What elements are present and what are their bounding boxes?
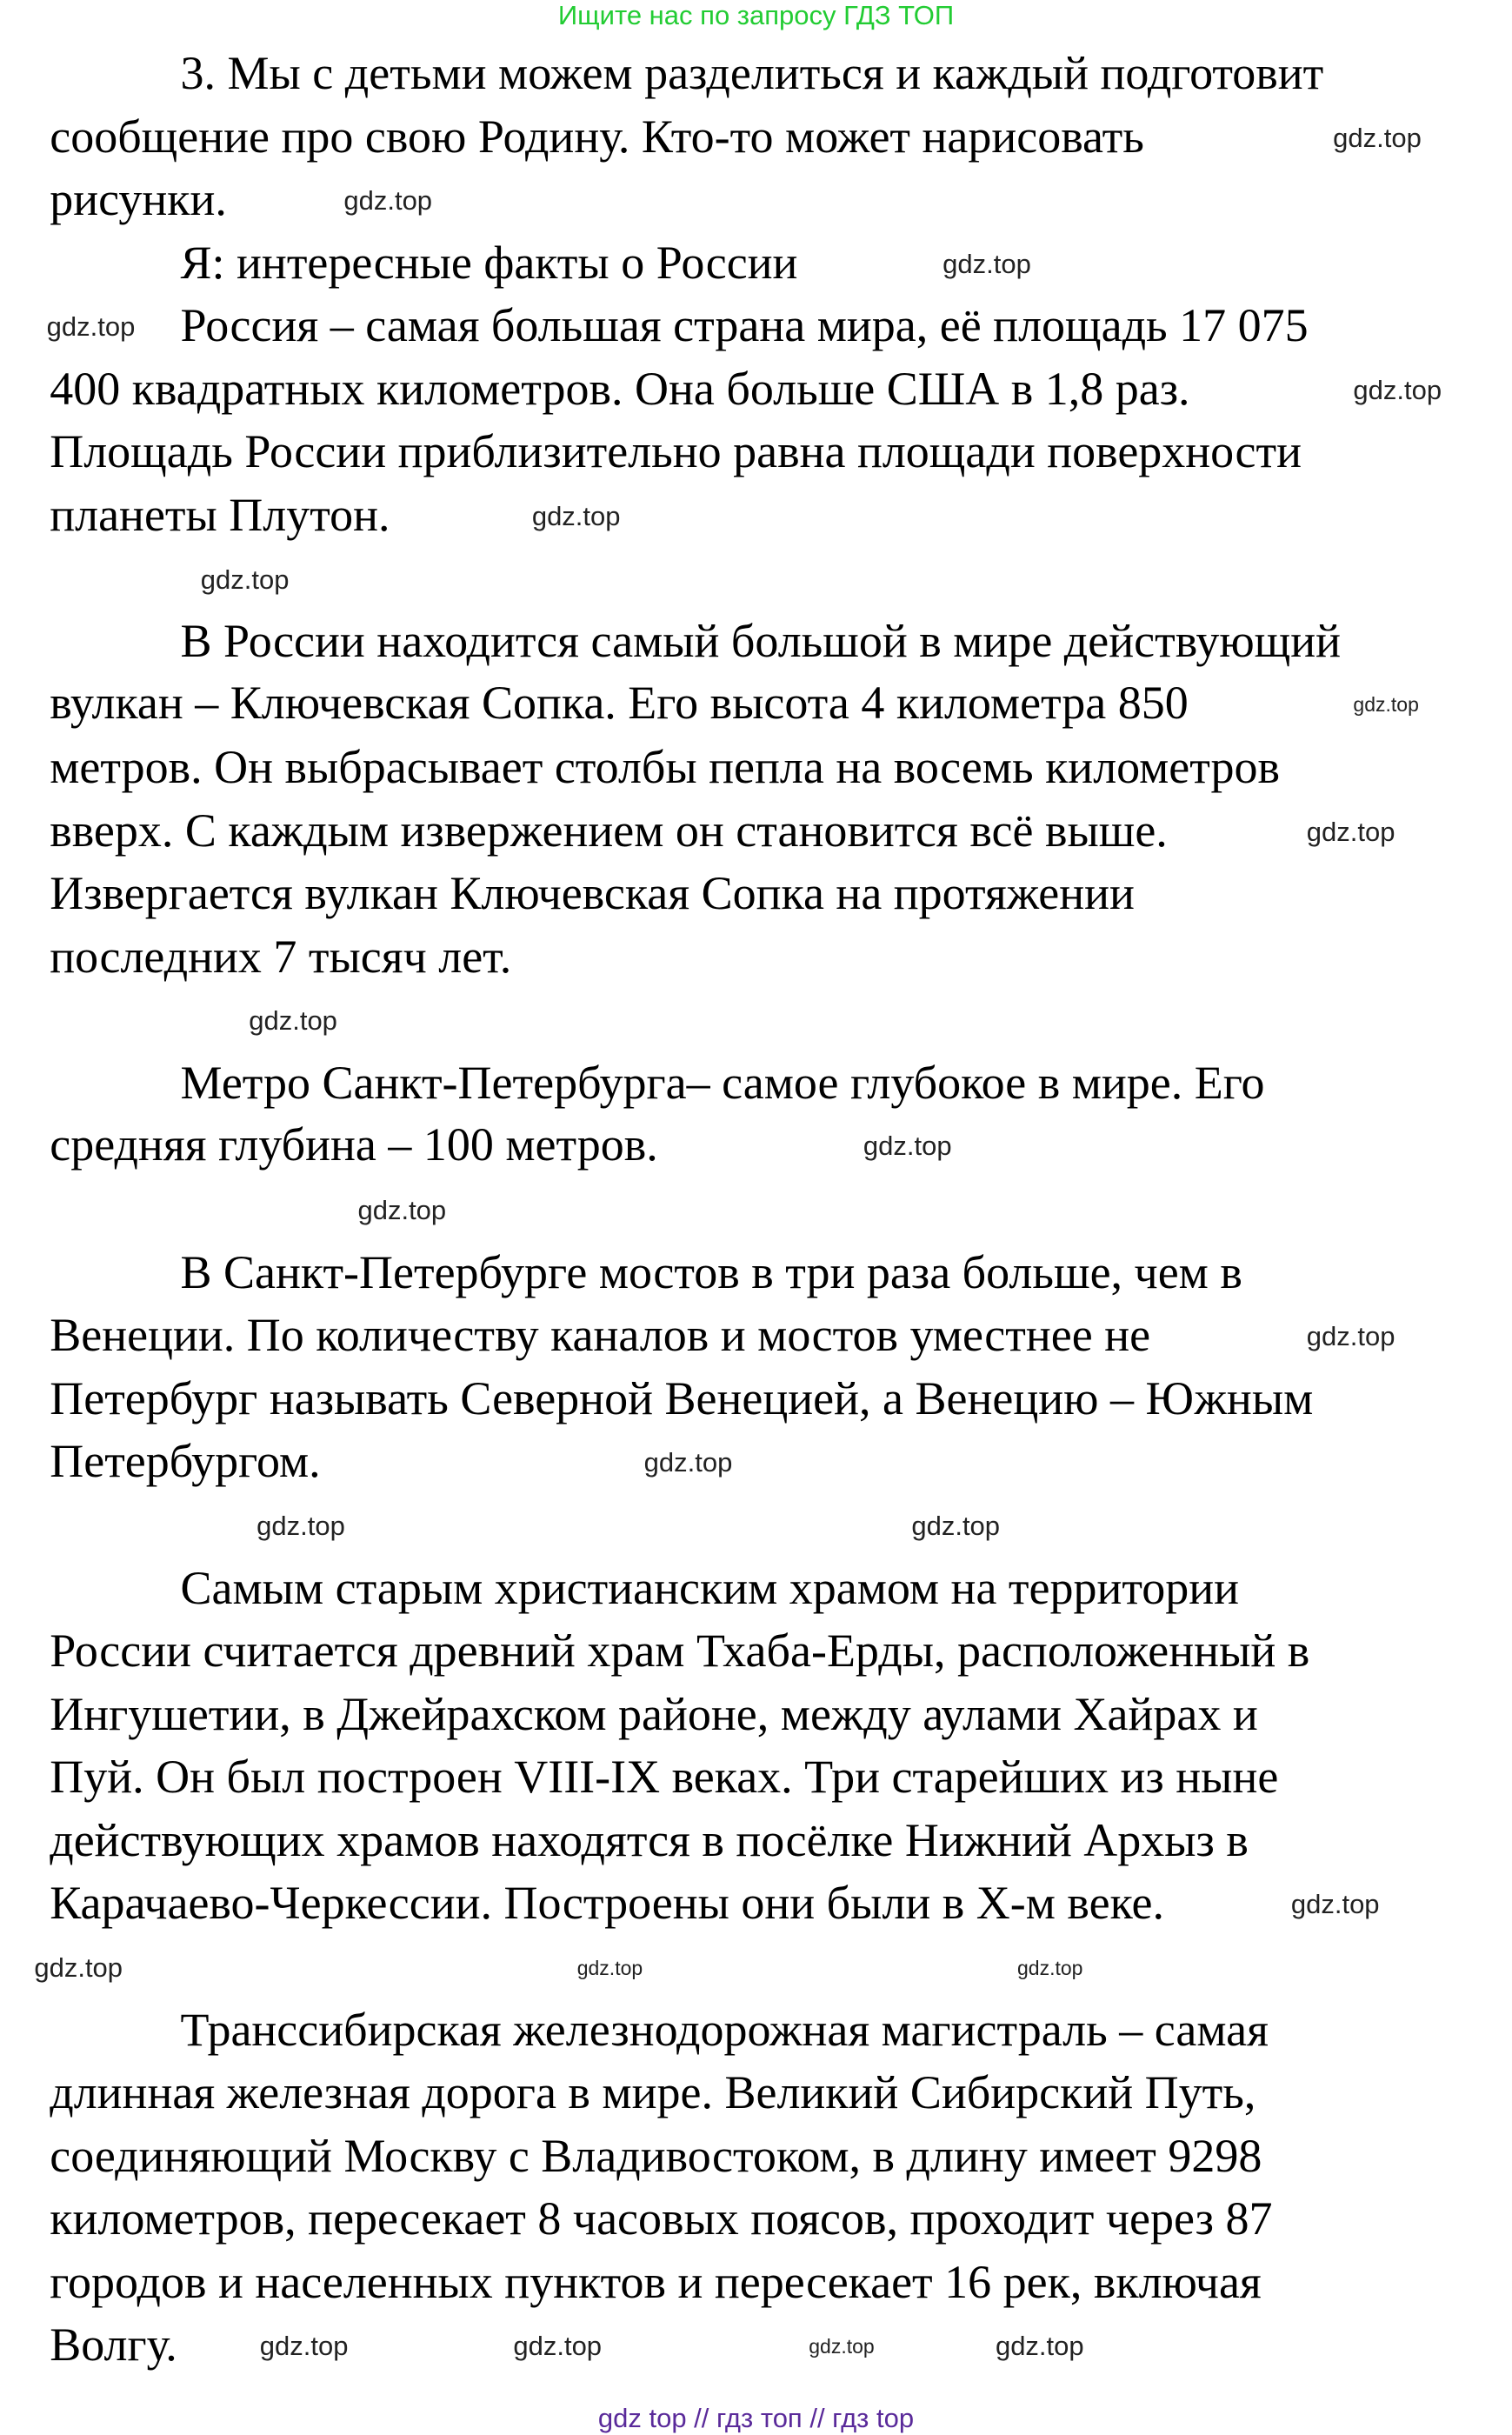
gdz-watermark: gdz.top (1333, 123, 1422, 154)
paragraph-line: средняя глубина – 100 метров. (50, 1118, 658, 1171)
gdz-watermark: gdz.top (357, 1194, 447, 1225)
gdz-watermark: gdz.top (46, 310, 136, 342)
paragraph-first-line: 3. Мы с детьми можем разделиться и каждый подготовит (180, 46, 1324, 99)
gdz-watermark: gdz.top (513, 2330, 603, 2361)
paragraph-line: действующих храмов находятся в посёлке Нижний Архыз в (50, 1814, 1249, 1867)
gdz-watermark: gdz.top (943, 249, 1031, 280)
gdz-watermark: gdz.top (200, 564, 290, 596)
gdz-watermark: gdz.top (256, 1511, 345, 1541)
paragraph-line: вверх. С каждым извержением он становится всё выше. (50, 804, 1168, 857)
paragraph-line: вулкан – Ключевская Сопка. Его высота 4 километра 850 (50, 677, 1189, 730)
gdz-watermark: gdz.top (1306, 817, 1395, 848)
gdz-watermark: gdz.top (863, 1131, 952, 1162)
search-banner: Ищите нас по запросу ГДЗ ТОП (557, 0, 955, 30)
paragraph-line: километров, пересекает 8 часовых поясов, проходит через 87 (50, 2192, 1273, 2245)
paragraph-first-line: Самым старым христианским храмом на территории (180, 1562, 1240, 1615)
gdz-watermark: gdz.top (995, 2330, 1084, 2361)
gdz-watermark: gdz.top (1353, 375, 1442, 406)
paragraph-first-line: В Санкт-Петербурге мостов в три раза больше, чем в (180, 1246, 1242, 1299)
paragraph-first-line: Метро Санкт-Петербурга– самое глубокое в мире. Его (180, 1056, 1265, 1109)
paragraph-line: Петербургом. (50, 1434, 321, 1487)
paragraph-line: Венеции. По количеству каналов и мостов уместнее не (50, 1308, 1151, 1361)
gdz-watermark: gdz.top (643, 1446, 733, 1478)
paragraph-line: соединяющий Москву с Владивостоком, в длину имеет 9298 (50, 2130, 1262, 2183)
paragraph-first-line: Россия – самая большая страна мира, её площадь 17 075 (180, 298, 1309, 351)
gdz-watermark: gdz.top (1353, 693, 1419, 717)
gdz-watermark: gdz.top (809, 2334, 875, 2358)
paragraph-first-line: Транссибирская железнодорожная магистраль – самая (180, 2004, 1269, 2057)
paragraph-line: Ингушетии, в Джейрахском районе, между аулами Хайрах и (50, 1688, 1258, 1741)
gdz-watermark: gdz.top (343, 184, 433, 216)
paragraph-line: рисунки. (50, 172, 227, 225)
gdz-watermark: gdz.top (1017, 1957, 1083, 1980)
paragraph-first-line: В России находится самый большой в мире действующий (180, 614, 1342, 667)
paragraph-line: 400 квадратных километров. Она больше США в 1,8 раз. (50, 363, 1190, 416)
paragraph-line: Петербург называть Северной Венецией, а Венецию – Южным (50, 1372, 1314, 1425)
gdz-watermark: gdz.top (259, 2330, 349, 2361)
paragraph-line: длинная железная дорога в мире. Великий Сибирский Путь, (50, 2065, 1256, 2118)
gdz-watermark: gdz.top (911, 1511, 1001, 1541)
paragraph-line: России считается древний храм Тхаба-Ерды, расположенный в (50, 1624, 1310, 1677)
paragraph-line: Волгу. (50, 2318, 177, 2371)
paragraph-line: городов и населенных пунктов и пересекает 16 рек, включая (50, 2256, 1262, 2309)
paragraph-line: Площадь России приблизительно равна площади поверхности (50, 424, 1302, 477)
footer-watermark: gdz top // гдз топ // гдз top (597, 2403, 915, 2433)
paragraph-line: Пуй. Он был построен VIII-IX веках. Три старейших из ныне (50, 1750, 1279, 1803)
paragraph-line: метров. Он выбрасывает столбы пепла на восемь километров (50, 740, 1281, 793)
paragraph-line: Извергается вулкан Ключевская Сопка на протяжении (50, 866, 1135, 919)
paragraph-line: планеты Плутон. (50, 488, 390, 541)
paragraph-line: последних 7 тысяч лет. (50, 931, 512, 984)
gdz-watermark: gdz.top (1306, 1320, 1395, 1351)
gdz-watermark: gdz.top (1290, 1888, 1380, 1919)
gdz-watermark: gdz.top (576, 1957, 643, 1980)
paragraph-first-line: Я: интересные факты о России (180, 237, 798, 290)
paragraph-line: сообщение про свою Родину. Кто-то может нарисовать (50, 110, 1144, 163)
gdz-watermark: gdz.top (34, 1952, 123, 1984)
gdz-watermark: gdz.top (531, 500, 621, 531)
paragraph-line: Карачаево-Черкессии. Построены они были в X-м веке. (50, 1876, 1164, 1929)
gdz-watermark: gdz.top (249, 1004, 337, 1036)
